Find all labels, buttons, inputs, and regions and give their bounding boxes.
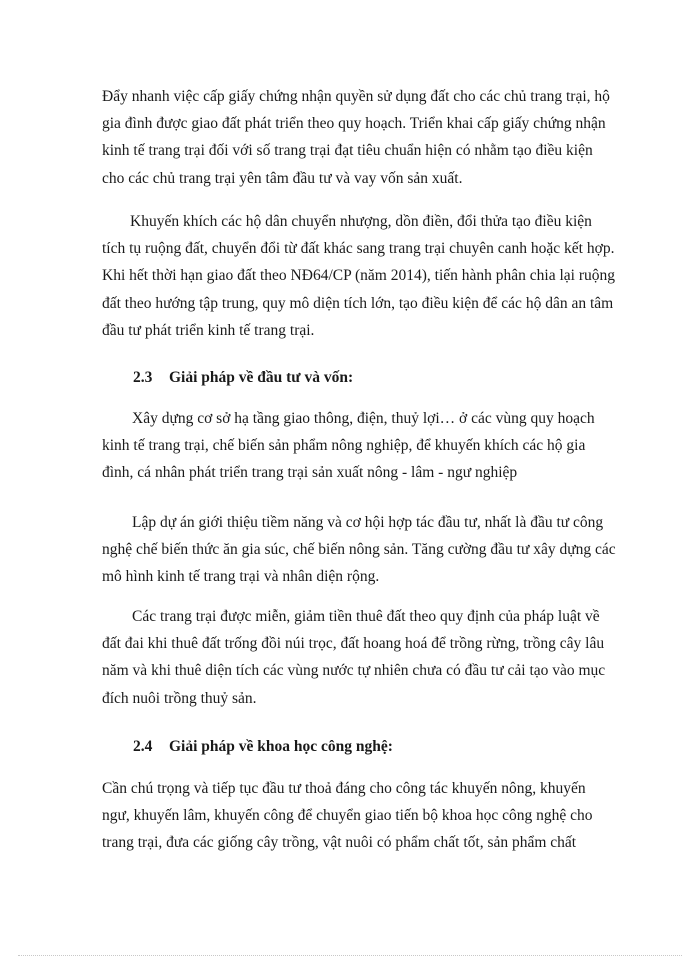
paragraph-line: tích tụ ruộng đất, chuyển đổi từ đất khác sang trang trại chuyên canh hoặc kết hợp.: [102, 240, 615, 258]
paragraph-line: ngư, khuyến lâm, khuyến công để chuyển giao tiến bộ khoa học công nghệ cho: [102, 807, 593, 825]
paragraph-infrastructure: [102, 405, 622, 487]
paragraph-line: đầu tư phát triển kinh tế trang trại.: [102, 321, 315, 339]
paragraph-line: đất theo hướng tập trung, quy mô diện tích lớn, tạo điều kiện để các hộ dân an tâm: [102, 294, 614, 312]
paragraph-line: cho các chủ trang trại yên tâm đầu tư và vay vốn sản xuất.: [102, 169, 463, 187]
paragraph-line: năm và khi thuê diện tích các vùng nước tự nhiên chưa có đầu tư cải tạo vào mục: [102, 662, 606, 680]
section-number: 2.3: [133, 369, 153, 386]
paragraph-line: Các trang trại được miễn, giảm tiền thuê đất theo quy định của pháp luật về: [132, 608, 600, 625]
paragraph-investment-projects: [102, 509, 622, 591]
paragraph-line: đất đai khi thuê đất trống đồi núi trọc, đất hoang hoá để trồng rừng, trồng cây lâu: [102, 635, 605, 653]
paragraph-line: nghệ chế biến thức ăn gia súc, chế biến nông sản. Tăng cường đầu tư xây dựng các: [102, 541, 616, 559]
paragraph-extension-services: [102, 775, 622, 857]
paragraph-line: mô hình kinh tế trang trại và nhân diện rộng.: [102, 568, 380, 586]
paragraph-line: Khuyến khích các hộ dân chuyển nhượng, dồn điền, đổi thửa tạo điều kiện: [130, 213, 592, 230]
paragraph-line: Khi hết thời hạn giao đất theo NĐ64/CP (năm 2014), tiến hành phân chia lại ruộng: [102, 267, 615, 285]
paragraph-land-rent-exemption: [102, 603, 622, 712]
page-bottom-border: [18, 955, 682, 956]
paragraph-land-certificates: [102, 83, 622, 192]
paragraph-line: Lập dự án giới thiệu tiềm năng và cơ hội hợp tác đầu tư, nhất là đầu tư công: [132, 514, 604, 531]
paragraph-line: Xây dựng cơ sở hạ tầng giao thông, điện, thuỷ lợi… ở các vùng quy hoạch: [132, 410, 595, 427]
section-heading-science-technology: [133, 735, 393, 759]
paragraph-line: Cần chú trọng và tiếp tục đầu tư thoả đáng cho công tác khuyến nông, khuyến: [102, 780, 586, 797]
section-title: Giải pháp về đầu tư và vốn:: [169, 369, 354, 386]
paragraph-line: đình, cá nhân phát triển trang trại sản xuất nông - lâm - ngư nghiệp: [102, 464, 518, 482]
paragraph-line: trang trại, đưa các giống cây trồng, vật nuôi có phẩm chất tốt, sản phẩm chất: [102, 834, 577, 852]
paragraph-line: kinh tế trang trại, chế biến sản phẩm nông nghiệp, để khuyến khích các hộ gia: [102, 437, 586, 455]
paragraph-line: Đẩy nhanh việc cấp giấy chứng nhận quyền sử dụng đất cho các chủ trang trại, hộ: [102, 88, 610, 105]
paragraph-line: đích nuôi trồng thuỷ sản.: [102, 689, 257, 707]
section-title: Giải pháp về khoa học công nghệ:: [169, 738, 393, 755]
paragraph-line: gia đình được giao đất phát triển theo quy hoạch. Triển khai cấp giấy chứng nhận: [102, 115, 606, 133]
paragraph-line: kinh tế trang trại đối với số trang trại đạt tiêu chuẩn hiện có nhằm tạo điều kiện: [102, 142, 593, 160]
section-number: 2.4: [133, 738, 153, 755]
section-heading-investment: [133, 366, 353, 390]
paragraph-land-consolidation: [102, 208, 622, 344]
